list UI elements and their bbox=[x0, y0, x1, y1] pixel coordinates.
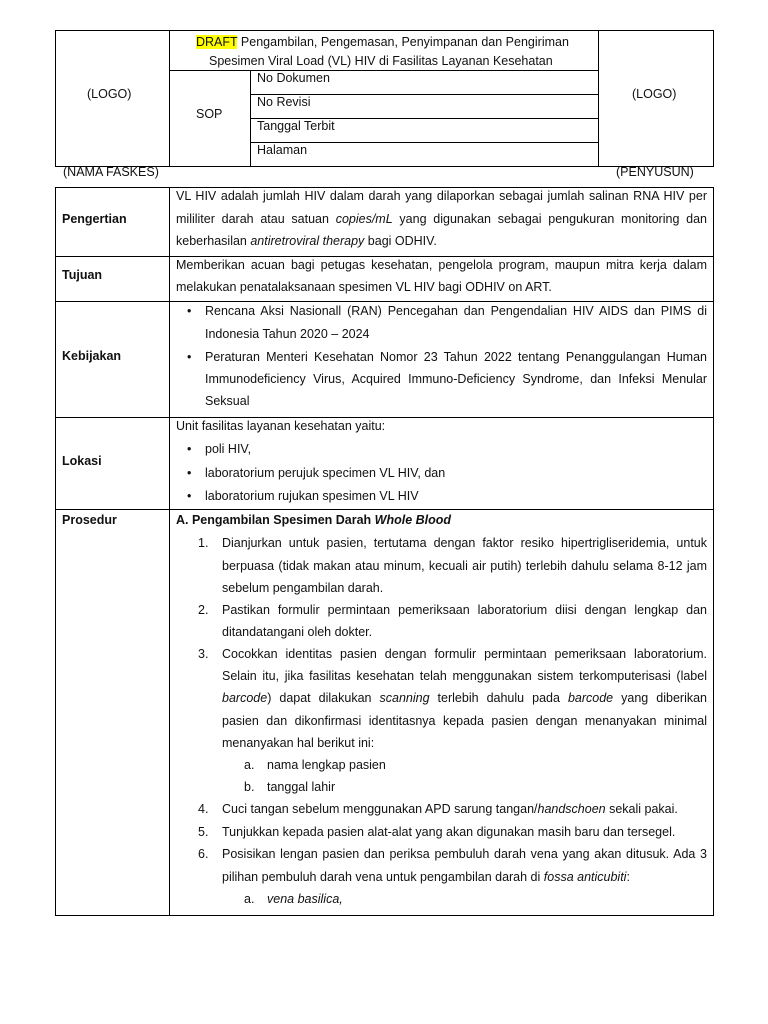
field-no-revisi: No Revisi bbox=[257, 95, 311, 109]
draft-highlight: DRAFT bbox=[196, 35, 238, 49]
step-6-l2a: pilihan pembuluh darah vena untuk pengambilan darah di bbox=[222, 870, 544, 884]
field-no-dokumen: No Dokumen bbox=[257, 71, 330, 85]
lokasi-item-3: • laboratorium rujukan spesimen VL HIV bbox=[205, 488, 419, 504]
pengertian-line-2 bbox=[176, 208, 707, 230]
tujuan-line-1: Memberikan acuan bagi petugas kesehatan, pengelola program, maupun mitra kerja dalam bbox=[176, 258, 707, 272]
step-3-line-2: Selain itu, jika fasilitas kesehatan telah menggunakan sistem terkomputerisasi (label bbox=[222, 669, 707, 683]
step-1-line-3: sebelum pengambilan darah. bbox=[222, 581, 384, 595]
section-label-prosedur: Prosedur bbox=[62, 513, 117, 527]
step-3-l3b: ) dapat dilakukan bbox=[267, 691, 380, 705]
kebijakan-item-2-line-3: Seksual bbox=[205, 394, 250, 408]
step-3-line-5: menanyakan hal berikut ini: bbox=[222, 736, 375, 750]
step-3-number: 3. bbox=[198, 647, 209, 661]
lokasi-intro: Unit fasilitas layanan kesehatan yaitu: bbox=[176, 419, 386, 433]
step-1-number: 1. bbox=[198, 536, 209, 550]
step-3a-marker: a. bbox=[244, 758, 255, 772]
kebijakan-item-1-line-2: Indonesia Tahun 2020 – 2024 bbox=[205, 327, 370, 341]
step-3b-marker: b. bbox=[244, 780, 255, 794]
step-4-c: sekali pakai. bbox=[605, 802, 678, 816]
lokasi-item-2: • laboratorium perujuk specimen VL HIV, dan bbox=[205, 465, 445, 481]
step-1-line-2: berpuasa (tidak makan atau minum, kecuali air putih) terlebih dahulu selama 8-12 jam bbox=[222, 559, 707, 573]
step-6-fossa-anticubiti: fossa anticubiti bbox=[543, 870, 627, 884]
lokasi-item-1: • poli HIV, bbox=[205, 441, 251, 457]
step-3-line-4: pasien dan dikonfirmasi identitasnya kepada pasien dengan menanyakan minimal bbox=[222, 714, 707, 728]
step-6a-text: vena basilica, bbox=[267, 892, 343, 906]
kebijakan-item-2-line-1: • Peraturan Menteri Kesehatan Nomor 23 Tahun 2022 tentang Penanggulangan Human bbox=[205, 346, 707, 368]
field-tanggal-terbit: Tanggal Terbit bbox=[257, 119, 335, 133]
section-label-pengertian: Pengertian bbox=[62, 212, 127, 226]
label-cell-prosedur bbox=[55, 509, 170, 916]
document-title-line-1 bbox=[196, 34, 569, 50]
step-3b-text: tanggal lahir bbox=[267, 780, 336, 794]
step-4-line bbox=[222, 801, 678, 817]
step-3-scanning: scanning bbox=[379, 691, 430, 705]
step-2-number: 2. bbox=[198, 603, 209, 617]
section-label-lokasi: Lokasi bbox=[62, 454, 102, 468]
prosedur-heading-a bbox=[176, 512, 451, 528]
step-3-line-1: Cocokkan identitas pasien dengan formulir permintaan pemeriksaan laboratorium. bbox=[222, 647, 707, 661]
logo-right: (LOGO) bbox=[632, 87, 677, 101]
pengertian-l2a: mililiter darah atau satuan bbox=[176, 212, 336, 226]
step-3-l3f: yang diberikan bbox=[613, 691, 708, 705]
title-line-1-rest: Pengambilan, Pengemasan, Penyimpanan dan Pengiriman bbox=[240, 35, 569, 49]
section-label-tujuan: Tujuan bbox=[62, 268, 103, 282]
step-3-line-3 bbox=[222, 687, 707, 709]
pengertian-line-1: VL HIV adalah jumlah HIV dalam darah yang dilaporkan sebagai jumlah salinan RNA HIV per bbox=[176, 189, 707, 203]
step-5-line: Tunjukkan kepada pasien alat-alat yang akan digunakan masih baru dan tersegel. bbox=[222, 825, 676, 839]
pengertian-l2b: copies/mL bbox=[335, 212, 393, 226]
step-1-line-1: Dianjurkan untuk pasien, tertutama dengan faktor resiko hipertrigliseridemia, untuk bbox=[222, 536, 707, 550]
step-2-line-1: Pastikan formulir permintaan pemeriksaan laboratorium diisi dengan lengkap dan bbox=[222, 603, 707, 617]
step-4-number: 4. bbox=[198, 802, 209, 816]
step-3-barcode-1: barcode bbox=[222, 691, 268, 705]
step-4-handschoen: handschoen bbox=[537, 802, 606, 816]
step-3-barcode-2: barcode bbox=[567, 691, 614, 705]
step-6-l2c: : bbox=[626, 870, 630, 884]
step-4-a: Cuci tangan sebelum menggunakan APD sarung tangan/ bbox=[222, 802, 538, 816]
step-2-line-2: ditandatangani oleh dokter. bbox=[222, 625, 373, 639]
step-6-number: 6. bbox=[198, 847, 209, 861]
step-5-number: 5. bbox=[198, 825, 209, 839]
tujuan-line-2: melakukan penatalaksanaan spesimen VL HIV bagi ODHIV on ART. bbox=[176, 280, 552, 294]
faskes-label: (NAMA FASKES) bbox=[63, 165, 159, 179]
pengertian-l3a: keberhasilan bbox=[176, 234, 251, 248]
step-6-line-1: Posisikan lengan pasien dan periksa pembuluh darah vena yang akan ditusuk. Ada 3 bbox=[222, 847, 707, 861]
step-3a-text: nama lengkap pasien bbox=[267, 758, 386, 772]
step-6-line-2 bbox=[222, 869, 630, 885]
kebijakan-item-2-line-2: Immunodeficiency Virus, Acquired Immuno-Deficiency Syndrome, dan Infeksi Menular bbox=[205, 372, 707, 386]
field-halaman: Halaman bbox=[257, 143, 308, 157]
penyusun-label: (PENYUSUN) bbox=[616, 165, 694, 179]
section-label-kebijakan: Kebijakan bbox=[62, 349, 122, 363]
pengertian-l3b: antiretroviral therapy bbox=[250, 234, 365, 248]
logo-left: (LOGO) bbox=[87, 87, 132, 101]
prosedur-heading-a-whole-blood: Whole Blood bbox=[374, 513, 452, 527]
pengertian-l2c: yang digunakan sebagai pengukuran monitoring dan bbox=[392, 212, 707, 226]
pengertian-line-3 bbox=[176, 233, 437, 249]
step-6a-marker: a. bbox=[244, 892, 255, 906]
prosedur-heading-a-text: A. Pengambilan Spesimen Darah bbox=[176, 513, 375, 527]
step-3-l3d: terlebih dahulu pada bbox=[429, 691, 568, 705]
kebijakan-item-1-line-1: • Rencana Aksi Nasionall (RAN) Pencegahan dan Pengendalian HIV AIDS dan PIMS di bbox=[205, 300, 707, 322]
pengertian-l3c: bagi ODHIV. bbox=[364, 234, 437, 248]
sop-label: SOP bbox=[196, 107, 223, 121]
document-title-line-2: Spesimen Viral Load (VL) HIV di Fasilitas Layanan Kesehatan bbox=[209, 54, 553, 68]
